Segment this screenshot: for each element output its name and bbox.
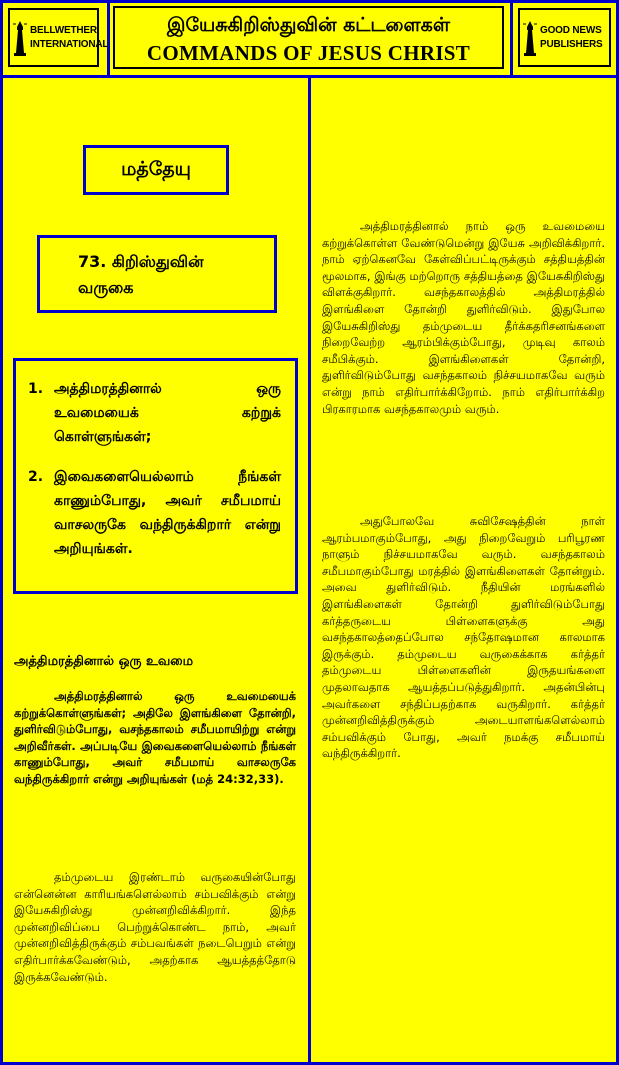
left-paragraph: தம்முடைய இரண்டாம் வருகையின்போது என்னென்ன காரியங்களெல்லாம் சம்பவிக்கும் என்று இயேசுகிறிஸ்து முன்னறிவிக்கிறார். இந்த முன்னறிவிப்பை பெற்றுக்கொண்ட நாம், அவர் முன்னறிவித்திருக்கும் சம்பவங்கள் நடைபெறும் என்று எதிர்பார்க்கவேண்டும், அதற்காக ஆயத்தத்தோடு இருக்கவேண்டும்.	[14, 870, 296, 984]
section-number: 73.	[78, 252, 107, 271]
right-paragraph-2: அதுபோலவே சுவிசேஷத்தின் நாள் ஆரம்பமாகும்போது, அது நிறைவேறும் பரிபூரண நாளும் நிச்சயமாகவே வரும். வசந்தகாலம் சமீபமாகும்போது மரத்தில் இளங்கிளைகள் தோன்றும். அவை துளிர்விடும். நீதியின் மரங்களில் இளங்கிளைகள் தோன்றி துளிர்விடும்போது கர்த்தருடைய பிள்ளைகளுக்கு அது வசந்தகாலத்தைப்போல சந்தோஷமான காலமாக இருக்கும். தம்முடைய வருகைக்காக கர்த்தர் தம்முடைய பிள்ளைகளின் இருதயங்களை முதலாவதாக ஆயத்தப்படுத்துகிறார். அதன்பின்பு அவர்களை சந்திப்பதற்காக வருகிறார். கர்த்தர் முன்னறிவித்திருக்கும் அடையாளங்களெல்லாம் சம்பவிக்கும் போது, அவர் நமக்கு சமீபமாய் வந்திருக்கிறார்.	[322, 514, 605, 761]
right-paragraph-1: அத்திமரத்தினால் நாம் ஒரு உவமையை கற்றுக்கொள்ள வேண்டுமென்று இயேசு அறிவிக்கிறார். நாம் ஏற்கெனவே கேள்விப்பட்டிருக்கும் சத்தியத்தின் மூலமாக, இங்கு மற்றொரு சத்தியத்தை இயேசுகிறிஸ்து விளக்குகிறார். வசந்தகாலத்தில் அத்திமரத்தில் இளங்கிளை தோன்றி துளிர்விடும். இதுபோல இயேசுகிறிஸ்து தம்முடைய தீர்க்கதரிசனங்களை நிறைவேற்ற ஆரம்பிக்கும்போது, முடிவு காலம் சமீபிக்கும். இளங்கிளைகள் தோன்றி, துளிர்விடும்போது வசந்தகாலம் நிச்சயமாகவே வரும் என்று நாம் எதிர்பார்க்கிறோம். நாம் எதிர்பார்க்கிற பிரகாரமாக வசந்தகாலமும் வரும்.	[322, 219, 605, 416]
title-english: COMMANDS OF JESUS CHRIST	[146, 41, 471, 65]
scripture-quote: அத்திமரத்தினால் ஒரு உவமையைக் கற்றுக்கொள்ளுங்கள்; அதிலே இளங்கிளை தோன்றி, துளிர்விடும்போது, வசந்தகாலம் சமீபமாயிற்று என்று அறிவீர்கள். அப்படியே இவைகளையெல்லாம் நீங்கள் காணும்போது, அவர் சமீபமாய் வாசலருகே வந்திருக்கிறார் என்று அறியுங்கள் (மத் 24:32,33).	[14, 689, 296, 786]
bellwether-logo	[8, 8, 109, 67]
command-item: 2. இவைகளையெல்லாம் நீங்கள் காணும்போது, அவர் சமீபமாய் வாசலருகே வந்திருக்கிறார் என்று அறியுங்கள்.	[28, 469, 281, 557]
parable-subheading: அத்திமரத்தினால் ஒரு உவமை	[14, 654, 194, 669]
section-title-line1: கிறிஸ்துவின்	[111, 252, 204, 271]
commands-box	[13, 358, 298, 594]
logo-text-right: GOOD NEWS PUBLISHERS	[540, 24, 603, 50]
section-title-line2: வருகை	[78, 278, 134, 297]
lighthouse-icon	[13, 19, 27, 57]
logo-text-left: BELLWETHER INTERNATIONAL	[30, 24, 109, 50]
good-news-logo	[518, 8, 611, 67]
publisher-logo-left	[0, 0, 110, 78]
command-item: 1. அத்திமரத்தினால் ஒரு உவமையைக் கற்றுக் கொள்ளுங்கள்;	[28, 381, 281, 445]
title-tamil: இயேசுகிறிஸ்துவின் கட்டளைகள்	[167, 14, 450, 36]
book-name: மத்தேயு	[83, 145, 229, 195]
section-title	[37, 235, 277, 313]
column-divider	[308, 76, 311, 1065]
header	[0, 0, 619, 78]
publisher-logo-right	[510, 0, 619, 78]
lighthouse-icon	[523, 19, 537, 57]
title-banner	[107, 0, 513, 78]
